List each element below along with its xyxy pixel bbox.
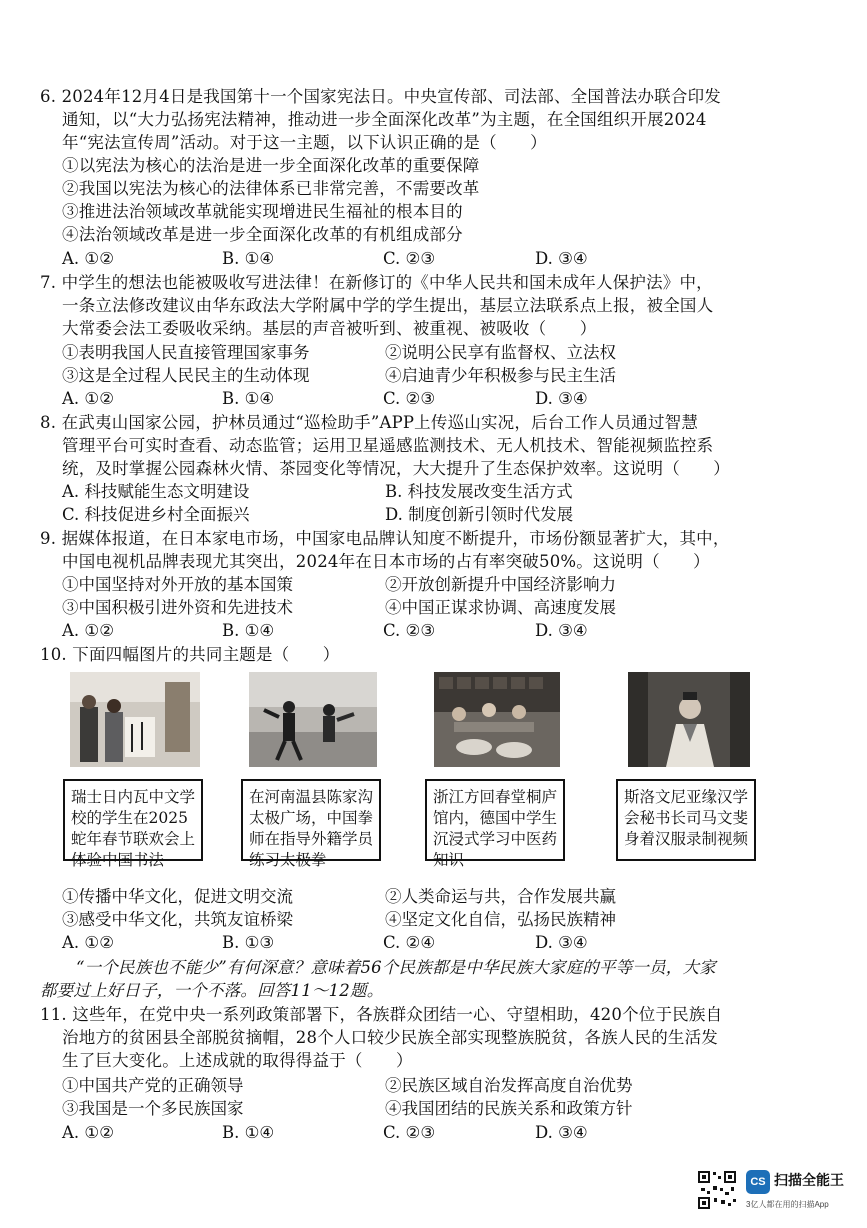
q9-option-d: D. ③④ [535, 621, 588, 640]
q8-option-c: C. 科技促进乡村全面振兴 [62, 505, 250, 524]
q11-stem-line-3: 生了巨大变化。上述成就的取得得益于（ ） [62, 1051, 413, 1070]
q6-option-a: A. ①② [62, 249, 114, 268]
q8-option-b: B. 科技发展改变生活方式 [385, 482, 573, 501]
q6-item-4: ④法治领域改革是进一步全面深化改革的有机组成部分 [62, 225, 463, 244]
q7-stem-line-1: 7. 中学生的想法也能被吸收写进法律！在新修订的《中华人民共和国未成年人保护法》中， [40, 273, 713, 292]
q9-item-3: ③中国积极引进外资和先进技术 [62, 598, 293, 617]
caption-2: 在河南温县陈家沟太极广场，中国拳师在指导外籍学员练习太极拳 [241, 779, 381, 861]
q11-item-2: ②民族区域自治发挥高度自治优势 [385, 1076, 633, 1095]
q10-option-a: A. ①② [62, 933, 114, 952]
photo-hanfu [628, 672, 750, 767]
q9-item-1: ①中国坚持对外开放的基本国策 [62, 575, 293, 594]
q11-item-1: ①中国共产党的正确领导 [62, 1076, 244, 1095]
q9-option-b: B. ①④ [222, 621, 275, 640]
q10-option-c: C. ②④ [383, 933, 436, 952]
q7-option-a: A. ①② [62, 389, 114, 408]
q8-stem-line-1: 8. 在武夷山国家公园，护林员通过“巡检助手”APP上传巡山实况，后台工作人员通过智慧 [40, 413, 699, 432]
q10-option-d: D. ③④ [535, 933, 588, 952]
q6-option-d: D. ③④ [535, 249, 588, 268]
q10-item-1: ①传播中华文化，促进文明交流 [62, 887, 293, 906]
q8-option-d: D. 制度创新引领时代发展 [385, 505, 574, 524]
q9-option-c: C. ②③ [383, 621, 436, 640]
q10-stem: 10. 下面四幅图片的共同主题是（ ） [40, 645, 340, 664]
q7-item-3: ③这是全过程人民民主的生动体现 [62, 366, 310, 385]
q7-option-b: B. ①④ [222, 389, 275, 408]
passage-line-1: “一个民族也不能少”有何深意？意味着56个民族都是中华民族大家庭的平等一员，大家 [76, 958, 716, 977]
photo-taichi [249, 672, 377, 767]
camscanner-app-name: 扫描全能王 [774, 1172, 844, 1188]
q11-item-4: ④我国团结的民族关系和政策方针 [385, 1099, 633, 1118]
caption-1: 瑞士日内瓦中文学校的学生在2025蛇年春节联欢会上体验中国书法 [63, 779, 203, 861]
caption-4: 斯洛文尼亚缘汉学会秘书长司马文斐身着汉服录制视频 [616, 779, 756, 861]
passage-line-2: 都要过上好日子，一个不落。回答11～12题。 [40, 981, 384, 1000]
q7-item-2: ②说明公民享有监督权、立法权 [385, 343, 616, 362]
q9-item-4: ④中国正谋求协调、高速度发展 [385, 598, 616, 617]
q8-stem-line-2: 管理平台可实时查看、动态监管；运用卫星遥感监测技术、无人机技术、智能视频监控系 [62, 436, 714, 455]
q6-stem-line-2: 通知，以“大力弘扬宪法精神，推动进一步全面深化改革”为主题，在全国组织开展2024 [62, 110, 707, 129]
qr-code-icon [697, 1170, 737, 1210]
caption-3: 浙江方回春堂桐庐馆内，德国中学生沉浸式学习中医药知识 [425, 779, 565, 861]
q10-item-3: ③感受中华文化，共筑友谊桥梁 [62, 910, 293, 929]
q7-option-c: C. ②③ [383, 389, 436, 408]
q11-option-c: C. ②③ [383, 1123, 436, 1142]
q9-stem-line-2: 中国电视机品牌表现尤其突出，2024年在日本市场的占有率突破50%。这说明（ ） [62, 552, 710, 571]
q11-option-a: A. ①② [62, 1123, 114, 1142]
q6-option-b: B. ①④ [222, 249, 275, 268]
photo-calligraphy [70, 672, 200, 767]
q7-item-1: ①表明我国人民直接管理国家事务 [62, 343, 310, 362]
q11-option-b: B. ①④ [222, 1123, 275, 1142]
q11-option-d: D. ③④ [535, 1123, 588, 1142]
q7-stem-line-3: 大常委会法工委吸收采纳。基层的声音被听到、被重视、被吸收（ ） [62, 319, 597, 338]
q11-stem-line-2: 治地方的贫困县全部脱贫摘帽，28个人口较少民族全部实现整族脱贫，各族人民的生活发 [62, 1028, 718, 1047]
q6-stem-line-1: 6. 2024年12月4日是我国第十一个国家宪法日。中央宣传部、司法部、全国普法办联合印发 [40, 87, 721, 106]
q10-item-2: ②人类命运与共，合作发展共赢 [385, 887, 616, 906]
photo-medicine [434, 672, 560, 767]
camscanner-logo-icon: CS [746, 1170, 770, 1194]
q6-option-c: C. ②③ [383, 249, 436, 268]
q9-stem-line-1: 9. 据媒体报道，在日本家电市场，中国家电品牌认知度不断提升，市场份额显著扩大，其中， [40, 529, 730, 548]
q9-option-a: A. ①② [62, 621, 114, 640]
q6-item-2: ②我国以宪法为核心的法律体系已非常完善，不需要改革 [62, 179, 480, 198]
q7-stem-line-2: 一条立法修改建议由华东政法大学附属中学的学生提出，基层立法联系点上报，被全国人 [62, 296, 714, 315]
q6-item-3: ③推进法治领域改革就能实现增进民生福祉的根本目的 [62, 202, 463, 221]
q10-option-b: B. ①③ [222, 933, 275, 952]
camscanner-tagline: 3亿人都在用的扫描App [746, 1200, 829, 1209]
q8-stem-line-3: 统，及时掌握公园森林火情、茶园变化等情况，大大提升了生态保护效率。这说明（ ） [62, 459, 730, 478]
q7-item-4: ④启迪青少年积极参与民主生活 [385, 366, 616, 385]
q8-option-a: A. 科技赋能生态文明建设 [62, 482, 250, 501]
q7-option-d: D. ③④ [535, 389, 588, 408]
q10-item-4: ④坚定文化自信，弘扬民族精神 [385, 910, 616, 929]
q6-stem-line-3: 年“宪法宣传周”活动。对于这一主题，以下认识正确的是（ ） [62, 133, 547, 152]
q9-item-2: ②开放创新提升中国经济影响力 [385, 575, 616, 594]
q11-item-3: ③我国是一个多民族国家 [62, 1099, 244, 1118]
q6-item-1: ①以宪法为核心的法治是进一步全面深化改革的重要保障 [62, 156, 480, 175]
q11-stem-line-1: 11. 这些年，在党中央一系列政策部署下，各族群众团结一心、守望相助，420个位于民族自 [40, 1005, 723, 1024]
